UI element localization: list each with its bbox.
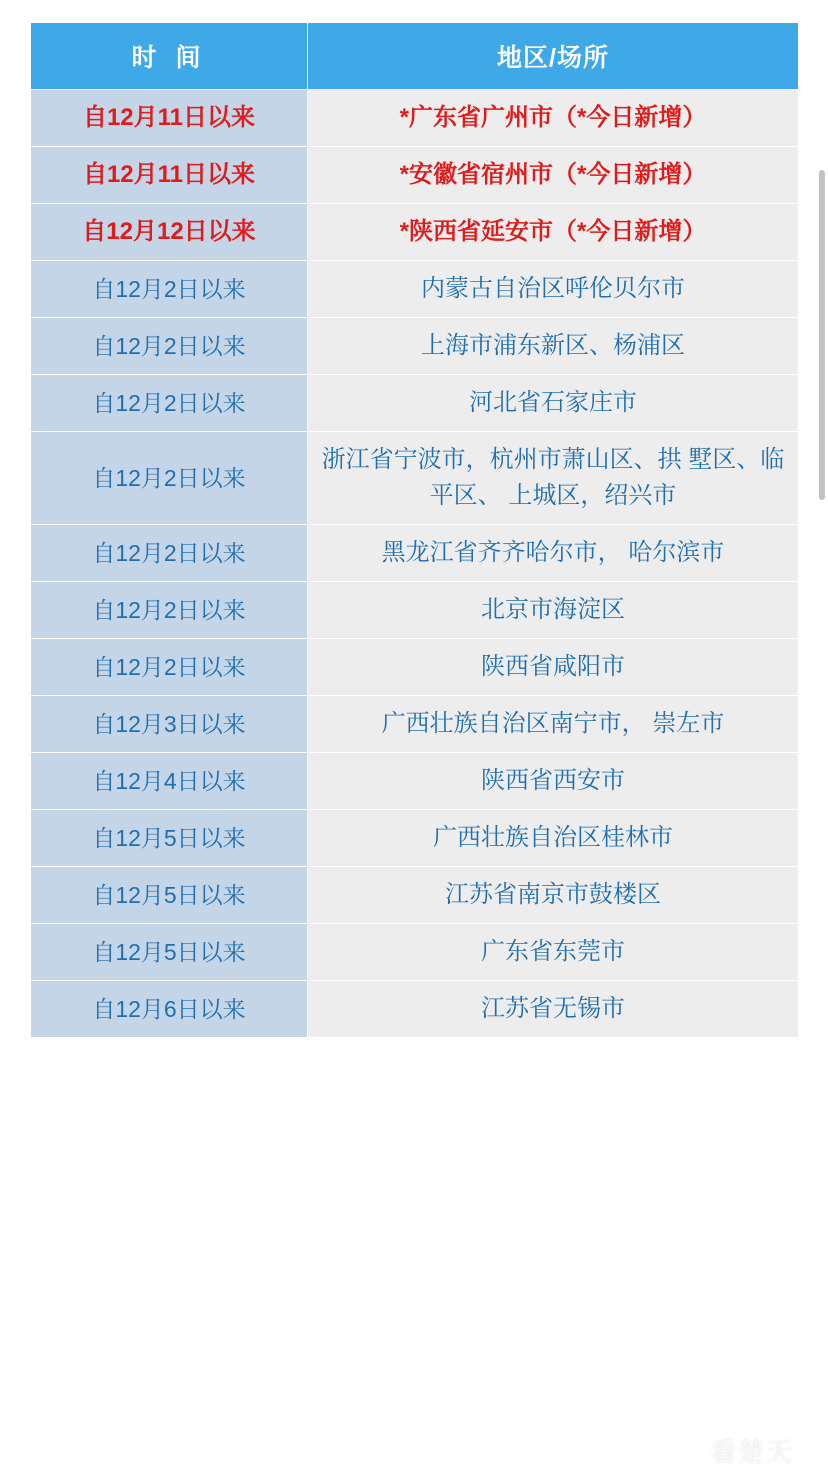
cell-time: 自12月2日以来 [31, 375, 308, 432]
cell-place: 黑龙江省齐齐哈尔市， 哈尔滨市 [308, 525, 799, 582]
cell-place: 广西壮族自治区南宁市， 崇左市 [308, 696, 799, 753]
table-row [31, 204, 799, 261]
table-header-row [31, 23, 799, 90]
table-row [31, 981, 799, 1038]
cell-time: 自12月2日以来 [31, 639, 308, 696]
table-row [31, 696, 799, 753]
cell-place: *广东省广州市（*今日新增） [308, 90, 799, 147]
table-row [31, 375, 799, 432]
cell-place: *安徽省宿州市（*今日新增） [308, 147, 799, 204]
table-row [31, 261, 799, 318]
cell-time: 自12月3日以来 [31, 696, 308, 753]
table-header [31, 23, 799, 90]
table-row [31, 525, 799, 582]
table-row [31, 432, 799, 525]
cell-time: 自12月5日以来 [31, 810, 308, 867]
cell-place: 广东省东莞市 [308, 924, 799, 981]
cell-time: 自12月12日以来 [31, 204, 308, 261]
vertical-scrollbar[interactable] [818, 0, 828, 1483]
cell-place: 陕西省咸阳市 [308, 639, 799, 696]
cell-place: 上海市浦东新区、杨浦区 [308, 318, 799, 375]
table-row [31, 924, 799, 981]
cell-place: 内蒙古自治区呼伦贝尔市 [308, 261, 799, 318]
table-row [31, 582, 799, 639]
cell-place: 江苏省南京市鼓楼区 [308, 867, 799, 924]
cell-place: 江苏省无锡市 [308, 981, 799, 1038]
cell-time: 自12月2日以来 [31, 525, 308, 582]
table-row [31, 753, 799, 810]
cell-place: 北京市海淀区 [308, 582, 799, 639]
scrollbar-thumb[interactable] [819, 170, 825, 500]
cell-time: 自12月6日以来 [31, 981, 308, 1038]
cell-time: 自12月5日以来 [31, 867, 308, 924]
table-row [31, 90, 799, 147]
column-header-time: 时 间 [31, 23, 308, 90]
table-row [31, 867, 799, 924]
cell-time: 自12月11日以来 [31, 147, 308, 204]
risk-area-table [30, 22, 799, 1038]
cell-place: *陕西省延安市（*今日新增） [308, 204, 799, 261]
cell-place: 广西壮族自治区桂林市 [308, 810, 799, 867]
cell-time: 自12月2日以来 [31, 318, 308, 375]
cell-time: 自12月2日以来 [31, 432, 308, 525]
column-header-place: 地区/场所 [308, 23, 799, 90]
table-row [31, 639, 799, 696]
watermark: 看楚天 [709, 1438, 794, 1467]
cell-time: 自12月2日以来 [31, 261, 308, 318]
cell-time: 自12月4日以来 [31, 753, 308, 810]
table-body [31, 90, 799, 1038]
cell-place: 陕西省西安市 [308, 753, 799, 810]
table-row [31, 147, 799, 204]
cell-place: 浙江省宁波市，杭州市萧山区、拱 墅区、临平区、 上城区，绍兴市 [308, 432, 799, 525]
cell-place: 河北省石家庄市 [308, 375, 799, 432]
table-row [31, 318, 799, 375]
cell-time: 自12月5日以来 [31, 924, 308, 981]
cell-time: 自12月2日以来 [31, 582, 308, 639]
table-row [31, 810, 799, 867]
cell-time: 自12月11日以来 [31, 90, 308, 147]
